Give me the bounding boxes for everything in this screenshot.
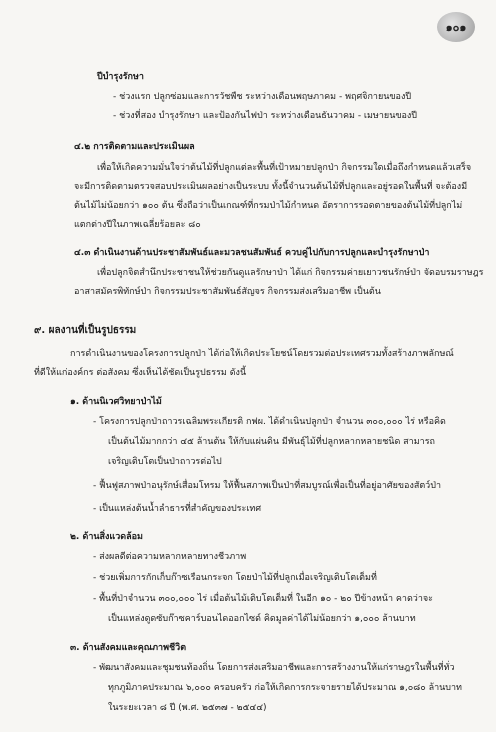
text-line-10: เพื่อปลูกจิตสำนึกประชาชนให้ช่วยกันดูแลรักษาป่า ได้แก่ กิจกรรมค่ายเยาวชนรักษ์ป่า จัดอบรมราษฎร [97,268,484,278]
page-number-badge: ๑๐๑ [437,12,475,42]
text-line-2: - ช่วงแรก ปลูกซ่อมและการวัชพืช ระหว่างเดือนพฤษภาคม - พฤศจิกายนของปี [113,92,412,102]
text-line-29: ในระยะเวลา ๘ ปี (พ.ศ. ๒๕๓๗ - ๒๕๔๔) [108,703,267,713]
text-line-24: - พื้นที่ป่าจำนวน ๓๐๐,๐๐๐ ไร่ เมื่อต้นไม้เติบโตเต็มที่ ในอีก ๑๐ - ๒๐ ปีข้างหน้า คาดว่าจะ [93,594,434,604]
text-line-22: - ส่งผลดีต่อความหลากหลายทางชีวภาพ [93,552,247,562]
text-line-27: - พัฒนาสังคมและชุมชนท้องถิ่น โดยการส่งเสริมอาชีพและการสร้างงานให้แก่ราษฎรในพื้นที่ทั่ว [93,663,455,673]
text-line-25: เป็นแหล่งดูดซับก๊าซคาร์บอนไดออกไซด์ คิดมูลค่าได้ไม่น้อยกว่า ๑,๐๐๐ ล้านบาท [108,614,416,624]
text-line-20: - เป็นแหล่งต้นน้ำลำธารที่สำคัญของประเทศ [93,504,262,514]
section-heading-9: ๙. ผลงานที่เป็นรูปธรรม [34,325,137,336]
text-line-6: จะมีการติดตามตรวจสอบประเมินผลอย่างเป็นระบบ ทั้งนี้จำนวนต้นไม้ที่ปลูกและอยู่รอดในพื้นที่ จะต้องมี [74,182,468,192]
text-line-23: - ช่วยเพิ่มการกักเก็บก๊าซเรือนกระจก โดยป่าไม้ที่ปลูกเมื่อเจริญเติบโตเต็มที่ [93,573,377,583]
section-heading-4-2: ๔.๒ การติดตามและประเมินผล [74,142,195,152]
text-line-1: ปีบำรุงรักษา [97,72,144,82]
text-line-18: เจริญเติบโตเป็นป่าถาวรต่อไป [108,457,222,467]
text-line-13: การดำเนินงานของโครงการปลูกป่า ได้ก่อให้เกิดประโยชน์โดยรวมต่อประเทศรวมทั้งสร้างภาพลักษณ์ [70,349,454,359]
text-line-11: อาสาสมัครพิทักษ์ป่า กิจกรรมประชาสัมพันธ์สัญจร กิจกรรมส่งเสริมอาชีพ เป็นต้น [74,287,381,297]
subheading-society: ๓. ด้านสังคมและคุณภาพชีวิต [70,643,187,653]
text-line-28: ทุกภูมิภาคประมาณ ๖,๐๐๐ ครอบครัว ก่อให้เกิดการกระจายรายได้ประมาณ ๑,๐๘๐ ล้านบาท [108,683,462,693]
text-line-17: เป็นต้นไม้มากกว่า ๔๕ ล้านต้น ให้กับแผ่นดิน มีพันธุ์ไม้ที่ปลูกหลากหลายชนิด สามารถ [108,437,435,447]
text-line-3: - ช่วงที่สอง บำรุงรักษา และป้องกันไฟป่า ระหว่างเดือนธันวาคม - เมษายนของปี [113,111,418,121]
text-line-8: แตกต่างปีในภาพเฉลี่ยร้อยละ ๘๐ [74,220,201,230]
text-line-7: ต้นไม้ไม่น้อยกว่า ๑๐๐ ต้น ซึ่งถือว่าเป็นเกณฑ์ที่กรมป่าไม้กำหนด อัตราการรอดตายของต้นไม้ที่ปลูกไม่ [74,201,463,211]
text-line-19: - ฟื้นฟูสภาพป่าอนุรักษ์เสื่อมโทรม ให้ฟื้นสภาพเป็นป่าที่สมบูรณ์เพื่อเป็นที่อยู่อาศัยของสัตว์ป่า [93,481,442,491]
section-heading-4-3: ๔.๓ ดำเนินงานด้านประชาสัมพันธ์และมวลชนสัมพันธ์ ควบคู่ไปกับการปลูกและบำรุงรักษาป่า [74,248,430,258]
text-line-16: - โครงการปลูกป่าถาวรเฉลิมพระเกียรติ กฟผ. ได้ดำเนินปลูกป่า จำนวน ๓๐๐,๐๐๐ ไร่ หรือคิด [93,417,446,427]
subheading-environment: ๒. ด้านสิ่งแวดล้อม [70,532,143,542]
subheading-ecology: ๑. ด้านนิเวศวิทยาป่าไม้ [70,397,162,407]
text-line-14: ที่ดีให้แก่องค์กร ต่อสังคม ซึ่งเห็นได้ชัดเป็นรูปธรรม ดังนี้ [34,368,247,378]
text-line-5: เพื่อให้เกิดความมั่นใจว่าต้นไม้ที่ปลูกแต่ละพื้นที่เป้าหมายปลูกป่า กิจกรรมใดเมื่อถึงกำหนดแล้วเสร็จ [97,163,472,173]
